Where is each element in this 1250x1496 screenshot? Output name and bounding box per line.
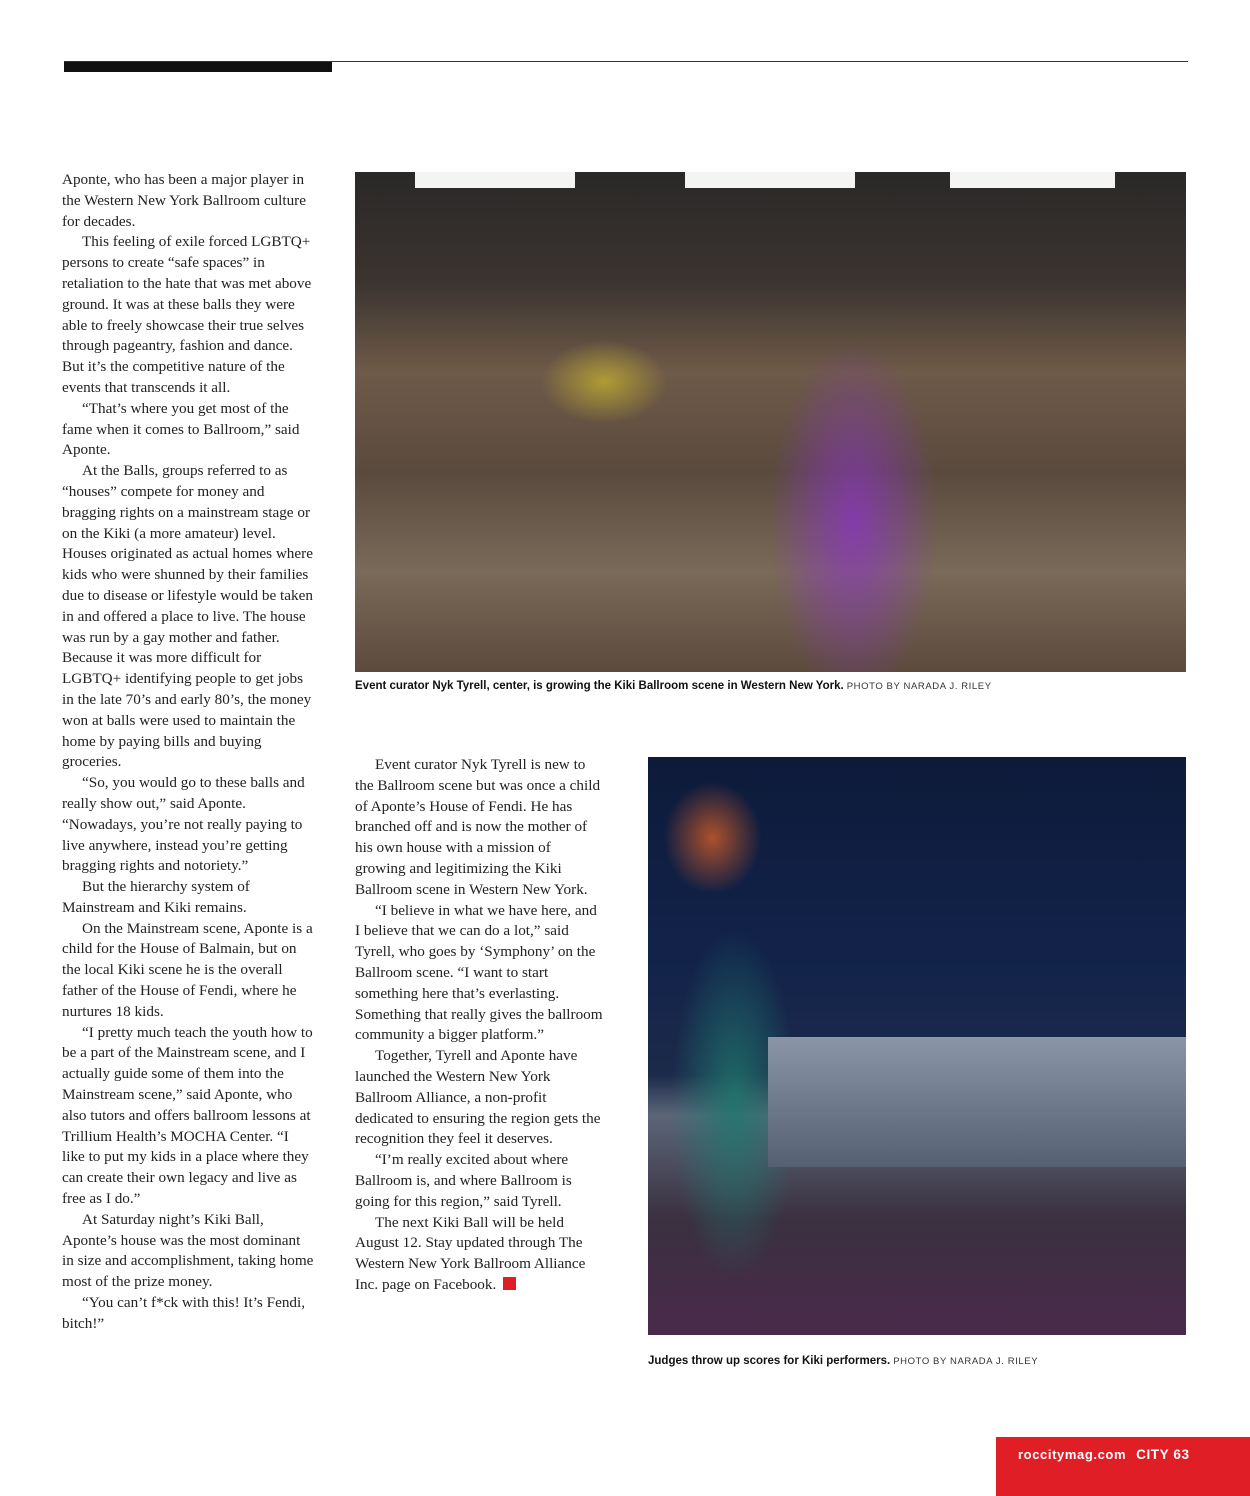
article-column-2 xyxy=(355,755,605,1296)
paragraph: Aponte, who has been a major player in the Western New York Ballroom culture for decades. xyxy=(62,171,306,230)
end-mark-icon xyxy=(503,1277,516,1290)
paragraph: But the hierarchy system of Mainstream and Kiki remains. xyxy=(62,878,250,916)
paragraph: “I’m really excited about where Ballroom is, and where Ballroom is going for this region,” said Tyrell. xyxy=(355,1151,572,1210)
photo-caption xyxy=(648,1355,1038,1367)
article-column-1 xyxy=(62,170,314,1335)
paragraph: “I believe in what we have here, and I believe that we can do a lot,” said Tyrell, who goes by ‘Symphony’ on the Ballroom scene. “I want to start something here that’s everlasting. Something that really gives the ballroom community a bigger platform.” xyxy=(355,901,603,1044)
ceiling-light xyxy=(950,172,1115,188)
header-rule-accent xyxy=(64,62,332,72)
paragraph: “You can’t f*ck with this! It’s Fendi, bitch!” xyxy=(62,1294,306,1332)
photo-caption xyxy=(355,680,992,692)
photo-ballroom-dance-floor xyxy=(355,172,1186,672)
paragraph: On the Mainstream scene, Aponte is a child for the House of Balmain, but on the local Kiki scene he is the overall father of the House of Fendi, where he nurtures 18 kids. xyxy=(62,919,313,1020)
paragraph: At the Balls, groups referred to as “houses” compete for money and bragging rights on a mainstream stage or on the Kiki (a more amateur) level. Houses originated as actual homes where kids who were shunned by their families due to disease or lifestyle would be taken in and offered a place to live. The house was run by a gay mother and father. Because it was more difficult for LGBTQ+ identifying people to get jobs in the late 70’s and early 80’s, the money won at balls were used to maintain the home by paying bills and buying groceries. xyxy=(62,462,313,771)
paragraph xyxy=(355,1213,605,1296)
paragraph: Together, Tyrell and Aponte have launched the Western New York Ballroom Alliance, a non-profit dedicated to ensuring the region gets the recognition they feel it deserves. xyxy=(355,1047,601,1148)
paragraph: “So, you would go to these balls and really show out,” said Aponte. “Nowadays, you’re not really paying to live anywhere, instead you’re getting bragging rights and notoriety.” xyxy=(62,774,305,875)
paragraph: At Saturday night’s Kiki Ball, Aponte’s house was the most dominant in size and accomplishment, taking home most of the prize money. xyxy=(62,1210,314,1291)
photo-judges-table xyxy=(648,757,1186,1335)
site-url: roccitymag.com xyxy=(1018,1447,1127,1462)
paragraph: Event curator Nyk Tyrell is new to the Ballroom scene but was once a child of Aponte’s House of Fendi. He has branched off and is now the mother of his own house with a mission of growing and legitimizing the Kiki Ballroom scene in Western New York. xyxy=(355,756,601,898)
page-footer xyxy=(996,1437,1250,1496)
caption-text: Event curator Nyk Tyrell, center, is growing the Kiki Ballroom scene in Western New York. xyxy=(355,680,844,692)
page-number: CITY 63 xyxy=(1136,1447,1190,1462)
ceiling-light xyxy=(415,172,575,188)
paragraph-text: The next Kiki Ball will be held August 12. Stay updated through The Western New York Ballroom Alliance Inc. page on Facebook. xyxy=(355,1213,586,1293)
judges-table xyxy=(768,1037,1186,1167)
photo-credit: PHOTO BY NARADA J. RILEY xyxy=(846,681,992,692)
paragraph: This feeling of exile forced LGBTQ+ persons to create “safe spaces” in retaliation to the hate that was met above ground. It was at these balls they were able to freely showcase their true selves through pageantry, fashion and dance. But it’s the competitive nature of the events that transcends it all. xyxy=(62,233,312,396)
ceiling-light xyxy=(685,172,855,188)
photo-credit: PHOTO BY NARADA J. RILEY xyxy=(893,1356,1039,1367)
paragraph: “I pretty much teach the youth how to be a part of the Mainstream scene, and I actually guide some of them into the Mainstream scene,” said Aponte, who also tutors and offers ballroom lessons at Trillium Health’s MOCHA Center. “I like to put my kids in a place where they can create their own legacy and live as free as I do.” xyxy=(62,1023,313,1208)
caption-text: Judges throw up scores for Kiki performers. xyxy=(648,1355,891,1367)
paragraph: “That’s where you get most of the fame when it comes to Ballroom,” said Aponte. xyxy=(62,399,300,459)
